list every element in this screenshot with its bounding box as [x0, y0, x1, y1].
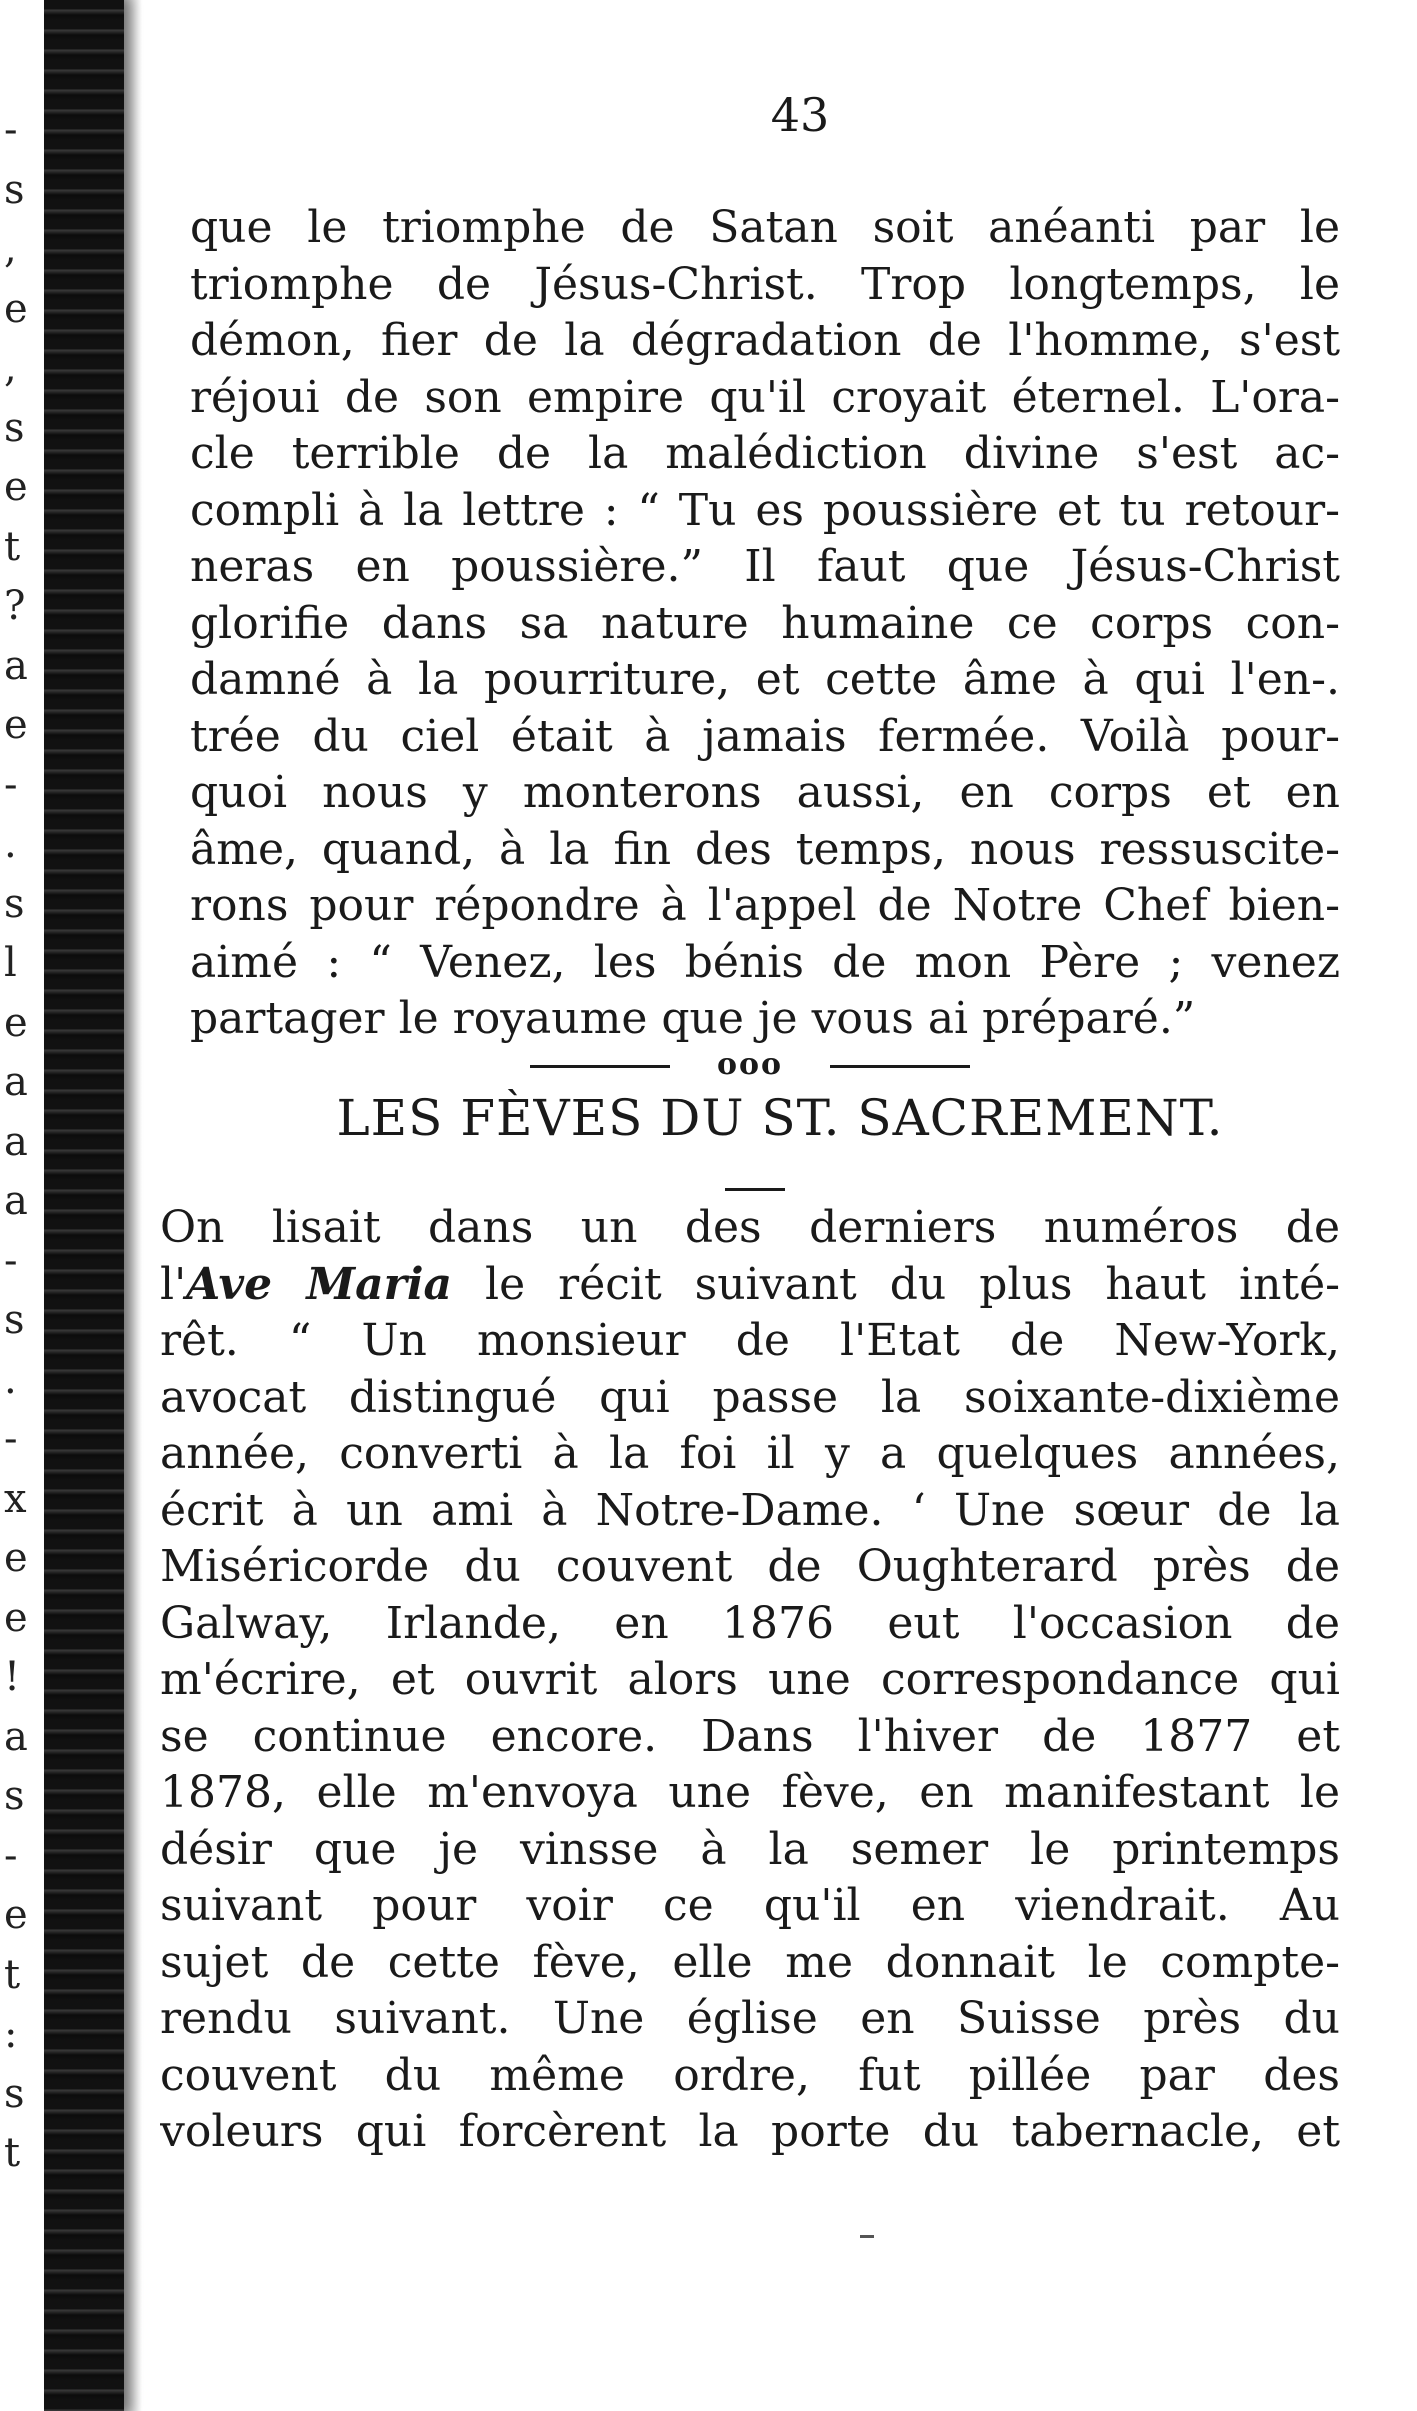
text-line: réjoui de son empire qu'il croyait éternel. L'ora- — [190, 371, 1340, 423]
text-line: sujet de cette fève, elle me donnait le compte- — [160, 1936, 1340, 1988]
text-line: avocat distingué qui passe la soixante-dixième — [160, 1371, 1340, 1423]
margin-fragment: s — [4, 880, 25, 927]
text-line: se continue encore. Dans l'hiver de 1877 et — [160, 1710, 1340, 1762]
text-line: rêt. “ Un monsieur de l'Etat de New-York, — [160, 1315, 1340, 1366]
margin-fragment: a — [4, 1118, 28, 1165]
text-line: 1878, elle m'envoya une fève, en manifestant le — [160, 1767, 1340, 1818]
paragraph-continued — [190, 200, 1340, 1048]
section-separator: ooo — [530, 1045, 970, 1085]
text-line: m'écrire, et ouvrit alors une correspondance qui — [160, 1654, 1340, 1705]
margin-fragment: l — [4, 940, 17, 986]
margin-fragment: s — [4, 1773, 25, 1819]
text-line: cle terrible de la malédiction divine s'est ac- — [190, 428, 1340, 479]
text-line: l'Ave Maria le récit suivant du plus haut inté- — [160, 1258, 1340, 1310]
margin-fragment: e — [4, 1892, 28, 1938]
paragraph-article — [160, 1200, 1340, 2161]
margin-fragment: e — [4, 285, 28, 332]
text-line: quoi nous y monterons aussi, en corps et en — [190, 767, 1340, 818]
margin-fragment: - — [4, 1832, 18, 1879]
text-line: partager le royaume que je vous ai préparé.” — [190, 993, 1196, 1044]
margin-fragment: e — [4, 1594, 28, 1641]
margin-fragment: - — [4, 1416, 18, 1462]
heading-underline-dash — [725, 1188, 785, 1191]
margin-fragment: e — [4, 1535, 28, 1581]
text-line: glorifie dans sa nature humaine ce corps con- — [190, 597, 1340, 649]
text-line: compli à la lettre : “ Tu es poussière et tu retour- — [190, 484, 1340, 536]
text-line: voleurs qui forcèrent la porte du tabernacle, et — [160, 2106, 1340, 2157]
margin-fragment: s — [4, 166, 25, 213]
text-line: On lisait dans un des derniers numéros de — [160, 1202, 1340, 1253]
journal-title: Ave Maria — [186, 1258, 453, 1310]
margin-fragment: : — [4, 2011, 18, 2057]
bottom-mark — [860, 2235, 874, 2238]
section-heading: LES FÈVES DU ST. SACREMENT. — [336, 1089, 1224, 1147]
book-binding-gutter — [44, 0, 124, 2411]
text-line: que le triomphe de Satan soit anéanti par le — [190, 202, 1340, 253]
margin-fragment: . — [4, 1356, 17, 1403]
text-line: neras en poussière.” Il faut que Jésus-Christ — [190, 541, 1340, 592]
margin-fragment: e — [4, 464, 28, 510]
margin-fragment: , — [4, 345, 17, 391]
text-line: Miséricorde du couvent de Oughterard près de — [160, 1541, 1340, 1592]
text-line: aimé : “ Venez, les bénis de mon Père ; venez — [190, 936, 1340, 988]
margin-fragment: s — [4, 1297, 25, 1343]
text-line: rons pour répondre à l'appel de Notre Chef bien- — [190, 880, 1340, 931]
margin-fragment: t — [4, 1951, 21, 1998]
text-line: damné à la pourriture, et cette âme à qui l'en-. — [190, 654, 1340, 705]
text-line: âme, quand, à la fin des temps, nous ressuscite- — [190, 823, 1340, 875]
margin-fragment: x — [4, 1475, 27, 1522]
margin-fragment: a — [4, 1059, 28, 1105]
book-page — [130, 0, 1417, 2411]
margin-fragment: ! — [4, 1654, 21, 1700]
margin-fragment: a — [4, 1713, 28, 1760]
margin-fragment: e — [4, 999, 28, 1046]
margin-fragment: a — [4, 1178, 28, 1224]
margin-fragment: , — [4, 226, 17, 272]
text-line: trée du ciel était à jamais fermée. Voilà pour- — [190, 710, 1340, 762]
text-line: Galway, Irlande, en 1876 eut l'occasion de — [160, 1597, 1340, 1649]
text-line: démon, fier de la dégradation de l'homme, s'est — [190, 315, 1340, 366]
text-line: couvent du même ordre, fut pillée par des — [160, 2049, 1340, 2101]
text-line: triomphe de Jésus-Christ. Trop longtemps, le — [190, 258, 1340, 310]
margin-fragment: . — [4, 821, 17, 867]
text-line: désir que je vinsse à la semer le printemps — [160, 1823, 1340, 1875]
text-line: écrit à un ami à Notre-Dame. ‘ Une sœur de la — [160, 1484, 1340, 1536]
margin-fragment: s — [4, 404, 25, 451]
text-line: rendu suivant. Une église en Suisse près du — [160, 1993, 1340, 2044]
page-number: 43 — [770, 88, 830, 142]
margin-fragment: ? — [4, 583, 26, 629]
margin-fragment: - — [4, 107, 18, 153]
margin-fragment: t — [4, 2130, 21, 2176]
margin-fragment: s — [4, 2070, 25, 2117]
text-line: suivant pour voir ce qu'il en viendrait. Au — [160, 1880, 1340, 1931]
text-line: année, converti à la foi il y a quelques années, — [160, 1428, 1340, 1479]
margin-fragment: - — [4, 761, 18, 808]
margin-fragment: e — [4, 702, 28, 748]
margin-fragment: - — [4, 1237, 18, 1284]
margin-fragment: t — [4, 523, 21, 570]
margin-fragment: a — [4, 642, 28, 689]
